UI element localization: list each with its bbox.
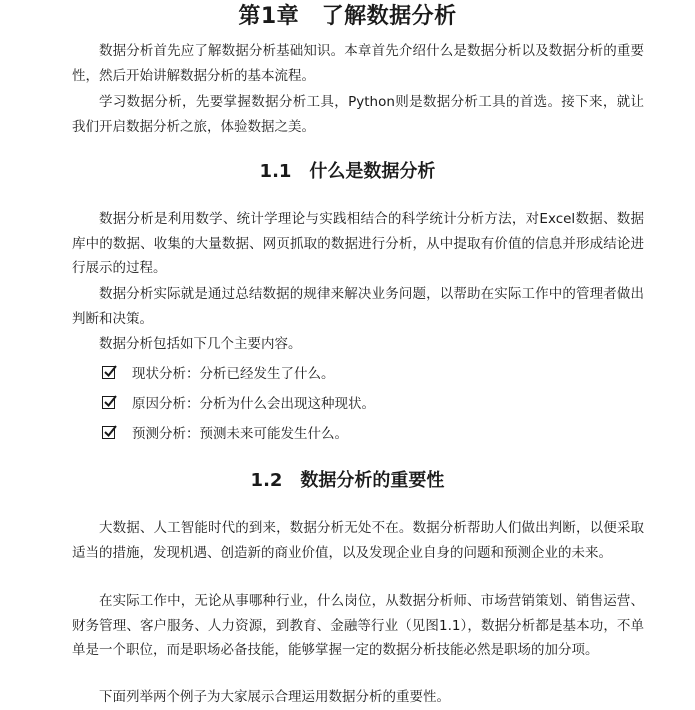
section-1-2-paragraph-3: 下面列举两个例子为大家展示合理运用数据分析的重要性。 — [99, 689, 450, 705]
section-1-2-paragraph-2: 在实际工作中，无论从事哪种行业，什么岗位，从数据分析师、市场营销策划、销售运营、财务管理、客户服务、人力资源，到教育、金融等行业（见图1.1），数据分析都是基本功，不单单是一个职位，而是职场必备技能，能够掌握一定的数据分析技能必然是职场的加分项。 — [72, 593, 644, 658]
section-1-1-title: 1.1 什么是数据分析 — [259, 161, 436, 182]
checkbox-icon — [102, 366, 115, 379]
checkbox-icon — [102, 396, 115, 409]
list-item-text: 预测分析：预测未来可能发生什么。 — [132, 426, 348, 442]
chapter-title: 第1章 了解数据分析 — [238, 4, 457, 29]
list-item — [102, 361, 335, 383]
list-item-text: 现状分析：分析已经发生了什么。 — [132, 366, 335, 382]
section-1-1-paragraph-2: 数据分析实际就是通过总结数据的规律来解决业务问题，以帮助在实际工作中的管理者做出判断和决策。 — [72, 286, 644, 327]
section-1-2-title: 1.2 数据分析的重要性 — [250, 470, 445, 491]
intro-paragraph-2: 学习数据分析，先要掌握数据分析工具，Python则是数据分析工具的首选。接下来，就让我们开启数据分析之旅，体验数据之美。 — [72, 94, 644, 135]
list-item-text: 原因分析：分析为什么会出现这种现状。 — [132, 396, 375, 412]
section-1-2-paragraph-1: 大数据、人工智能时代的到来，数据分析无处不在。数据分析帮助人们做出判断，以便采取适当的措施，发现机遇、创造新的商业价值，以及发现企业自身的问题和预测企业的未来。 — [72, 520, 644, 561]
intro-paragraph-1: 数据分析首先应了解数据分析基础知识。本章首先介绍什么是数据分析以及数据分析的重要性，然后开始讲解数据分析的基本流程。 — [72, 43, 644, 84]
section-1-1-paragraph-3: 数据分析包括如下几个主要内容。 — [99, 336, 302, 352]
list-item — [102, 391, 375, 413]
list-item — [102, 421, 348, 443]
section-1-1-paragraph-1: 数据分析是利用数学、统计学理论与实践相结合的科学统计分析方法，对Excel数据、数据库中的数据、收集的大量数据、网页抓取的数据进行分析，从中提取有价值的信息并形成结论进行展示的过程。 — [72, 211, 644, 276]
checkbox-icon — [102, 426, 115, 439]
